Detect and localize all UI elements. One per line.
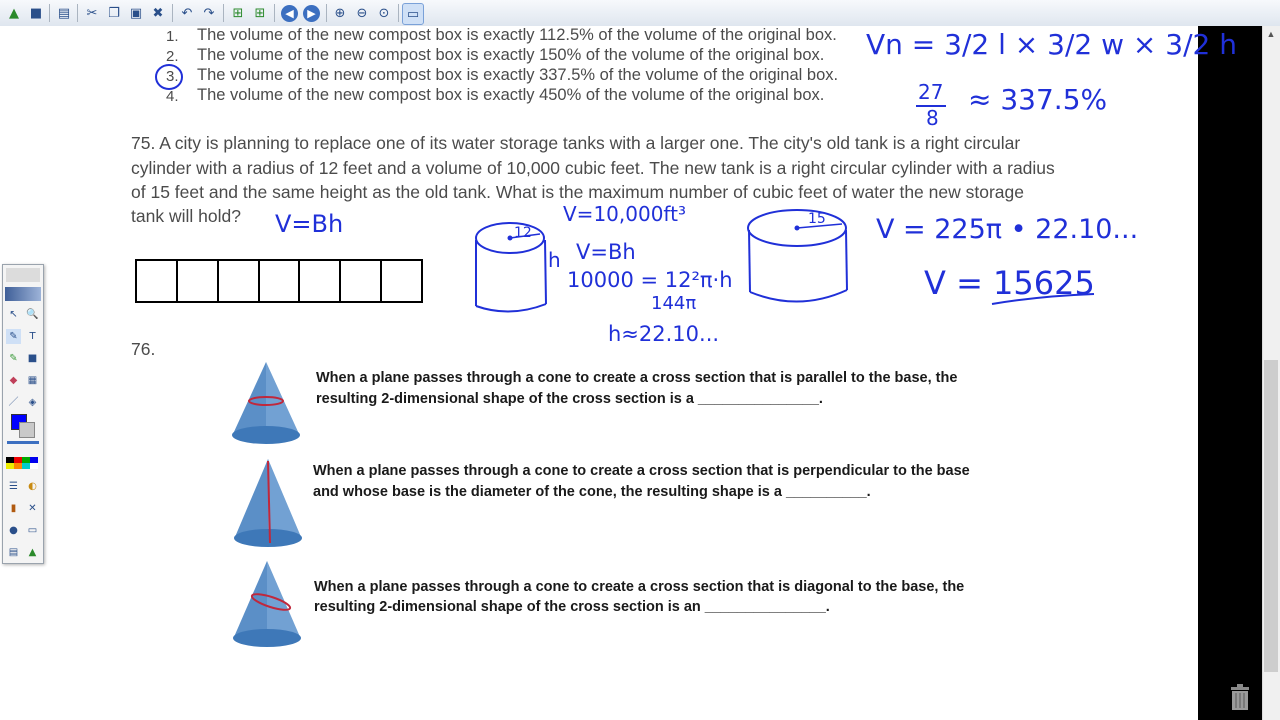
cone-question-line: and whose base is the diameter of the cone, the resulting shape is a __________.	[313, 484, 871, 500]
add-page-icon[interactable]: ⊞	[232, 5, 244, 21]
right-margin	[1198, 26, 1262, 720]
answer-grid[interactable]	[135, 259, 425, 305]
option-text: The volume of the new compost box is exactly 150% of the volume of the original box.	[197, 46, 825, 64]
scroll-up-icon[interactable]: ▲	[1266, 29, 1276, 39]
handwritten-height-result: h≈22.10...	[608, 322, 720, 346]
open-icon[interactable]: ▲	[9, 5, 19, 21]
cone-question-line: resulting 2-dimensional shape of the cross section is an _______________.	[314, 599, 830, 615]
zoom-fit-icon[interactable]: ⊙	[378, 5, 390, 21]
select-icon[interactable]: ↖	[9, 309, 18, 320]
shape-tool-icon[interactable]: ■	[27, 353, 38, 364]
cut-icon[interactable]: ✂	[86, 5, 98, 21]
palette-title-bar[interactable]	[6, 268, 40, 282]
list-icon[interactable]: ☰	[9, 481, 18, 492]
new-tank-sketch	[744, 204, 856, 314]
pen-style-preview[interactable]	[5, 287, 41, 301]
scrollbar-thumb[interactable]	[1264, 360, 1278, 672]
cone-perpendicular-figure	[230, 455, 306, 551]
highlighter-icon[interactable]: ✎	[9, 353, 18, 364]
fill-tool-icon[interactable]: ◈	[28, 397, 37, 408]
cone-question-line: When a plane passes through a cone to create a cross section that is diagonal to the base, the	[314, 579, 965, 595]
print-icon[interactable]: ▤	[57, 5, 71, 21]
q75-line: tank will hold?	[131, 206, 241, 226]
option-text: The volume of the new compost box is exactly 450% of the volume of the original box.	[197, 86, 825, 104]
table-tool-icon[interactable]: ▦	[27, 375, 38, 386]
next-page-icon[interactable]: ▶	[303, 5, 320, 22]
handwritten-given-volume: V=10,000ft³	[563, 202, 686, 226]
delete-icon[interactable]: ✖	[152, 5, 164, 21]
handwritten-fraction-denominator: 8	[926, 106, 939, 130]
top-toolbar	[0, 0, 1280, 27]
answer-circle	[153, 62, 185, 92]
attach-icon[interactable]: ▮	[10, 503, 17, 514]
cone-question-line: resulting 2-dimensional shape of the cross section is a _______________.	[316, 391, 823, 407]
handwritten-formula: V=Bh	[576, 240, 636, 264]
copy-icon[interactable]: ❐	[108, 5, 120, 21]
handwritten-answer: V = 15625	[924, 264, 1095, 302]
text-tool-icon[interactable]: T	[29, 331, 36, 342]
undo-icon[interactable]: ↶	[181, 5, 193, 21]
handwritten-denominator: 144π	[651, 293, 697, 314]
cone-question-line: When a plane passes through a cone to create a cross section that is parallel to the base, the	[316, 370, 958, 386]
screen-icon[interactable]: ▭	[27, 525, 38, 536]
color-swatch-secondary[interactable]	[19, 422, 35, 438]
handwritten-formula: V=Bh	[275, 210, 344, 238]
answer-underline	[990, 292, 1096, 308]
option-number: 2.	[166, 48, 179, 65]
paste-icon[interactable]: ▣	[129, 5, 143, 21]
line-width-slider[interactable]	[7, 441, 39, 444]
handwritten-fraction-numerator: 27	[918, 80, 944, 104]
tools-icon[interactable]: ✕	[28, 503, 37, 514]
radius-label-old: 12	[514, 225, 532, 241]
q75-line: 75. A city is planning to replace one of its water storage tanks with a larger one. The city's old tank is a right circular	[131, 133, 1021, 153]
q75-line: cylinder with a radius of 12 feet and a volume of 10,000 cubic feet. The new tank is a right circular cylinder with a radius	[131, 158, 1055, 178]
trash-icon[interactable]	[1229, 684, 1251, 710]
zoom-tool-icon[interactable]: 🔍	[26, 309, 39, 320]
zoom-in-icon[interactable]: ⊕	[334, 5, 346, 21]
screen-view-icon[interactable]: ▭	[402, 3, 424, 25]
handwritten-volume-formula: Vn = 3/2 l × 3/2 w × 3/2 h	[866, 28, 1237, 61]
option-number: 4.	[166, 88, 179, 105]
redo-icon[interactable]: ↷	[203, 5, 215, 21]
cone-diagonal-figure	[229, 557, 305, 651]
cone-question-line: When a plane passes through a cone to create a cross section that is perpendicular to the base	[313, 463, 970, 479]
tool-palette	[2, 264, 44, 564]
option-text: The volume of the new compost box is exactly 337.5% of the volume of the original box.	[197, 66, 839, 84]
line-tool-icon[interactable]: ／	[8, 397, 19, 408]
save-icon[interactable]: ■	[29, 5, 43, 21]
cone-parallel-figure	[228, 358, 304, 448]
handwritten-volume-calc: V = 225π • 22.10...	[876, 214, 1139, 245]
export-icon[interactable]: ▲	[28, 547, 37, 558]
q75-line: of 15 feet and the same height as the old tank. What is the maximum number of cubic feet of water the new storage	[131, 182, 1024, 202]
color-grid[interactable]	[6, 457, 40, 469]
q76-label: 76.	[131, 339, 156, 359]
handwritten-height-label: h	[548, 248, 561, 272]
option-text: The volume of the new compost box is exactly 112.5% of the volume of the original box.	[197, 26, 837, 44]
pen-icon[interactable]: ✎	[6, 329, 21, 344]
insert-page-icon[interactable]: ⊞	[254, 5, 266, 21]
handwritten-percent: ≈ 337.5%	[968, 83, 1108, 116]
record-icon[interactable]: ●	[9, 525, 18, 536]
zoom-out-icon[interactable]: ⊖	[356, 5, 368, 21]
capture-icon[interactable]: ◐	[28, 481, 37, 492]
radius-label-new: 15	[808, 211, 826, 227]
eraser-icon[interactable]: ◆	[9, 375, 18, 386]
option-number: 3.	[166, 68, 179, 85]
gallery-icon[interactable]: ▤	[8, 547, 19, 558]
previous-page-icon[interactable]: ◀	[281, 5, 298, 22]
handwritten-equation: 10000 = 12²π·h	[567, 268, 733, 292]
option-number: 1.	[166, 28, 179, 45]
